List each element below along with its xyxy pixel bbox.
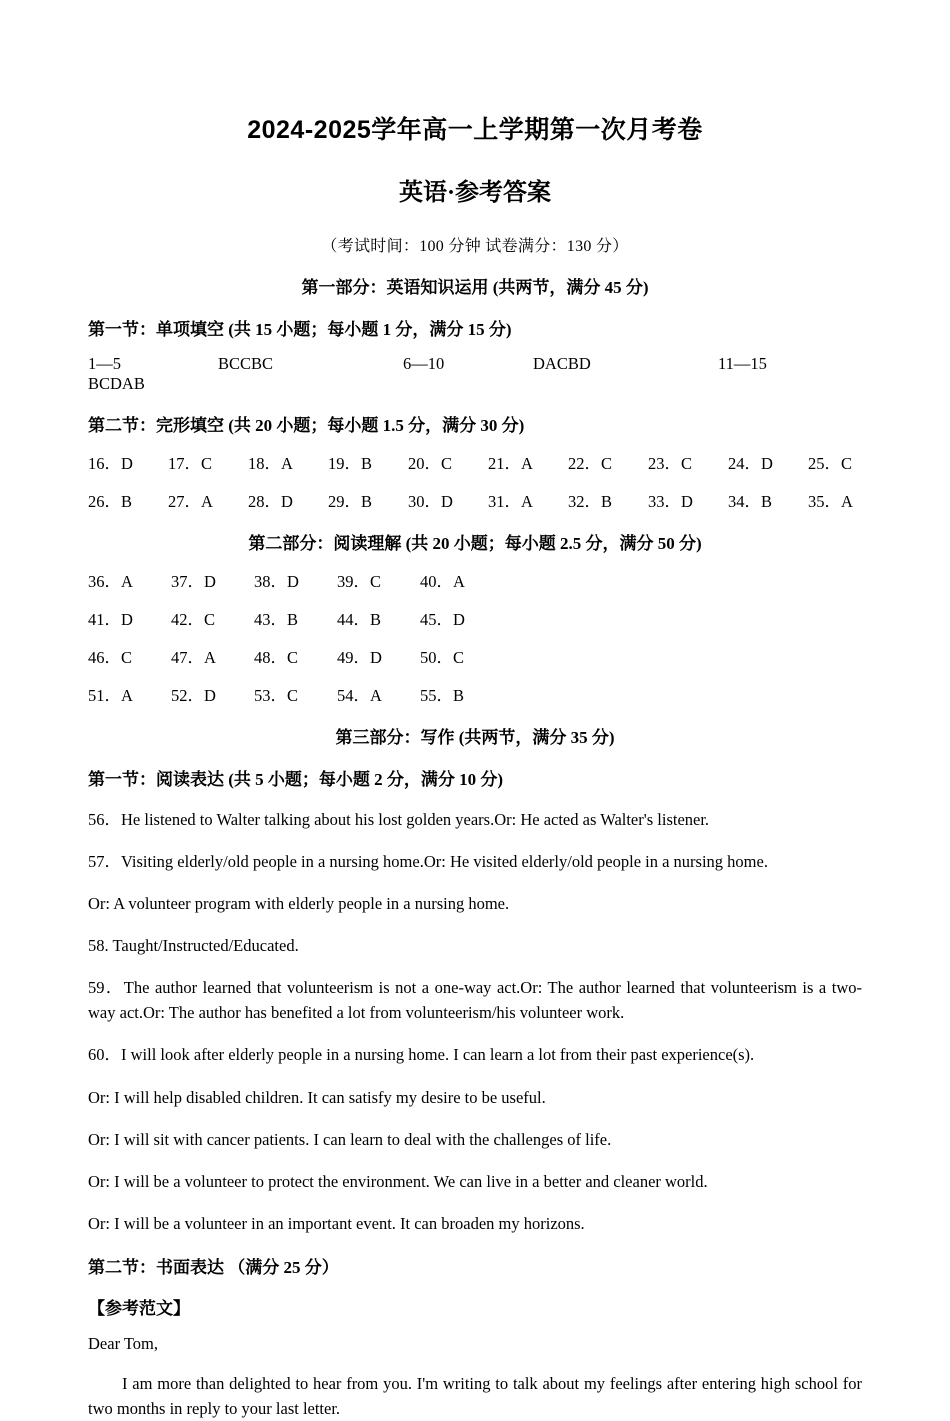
answer-item: 20．C: [408, 454, 453, 473]
written-answer: Or: I will help disabled children. It can satisfy my desire to be useful.: [88, 1087, 546, 1107]
answer-item: 41．D: [88, 610, 133, 629]
reading-answer-row: [88, 568, 862, 592]
answer-item: 28．D: [248, 492, 293, 511]
answer-item: 39．C: [337, 572, 382, 591]
answer-item: 52．D: [171, 686, 216, 705]
answer-item: 31．A: [488, 492, 533, 511]
exam-meta: （考试时间：100 分钟 试卷满分：130 分）: [321, 238, 629, 255]
sample-essay-label: 【参考范文】: [88, 1298, 190, 1318]
written-answer: 56．He listened to Walter talking about his lost golden years.Or: He acted as Walter's listener.: [88, 810, 710, 829]
answer-item: 49．D: [337, 648, 382, 667]
answer-item: 21．A: [488, 454, 533, 473]
single-choice-answers: [88, 354, 862, 394]
answer-item: 42．C: [171, 610, 216, 629]
answer-item: 53．C: [254, 686, 299, 705]
written-answer: 59．The author learned that volunteerism is not a one-way act.Or: The author learned that volunteerism is a two-way act.Or: The author has benefited a lot from volunteerism/his volunteer work.: [88, 978, 862, 1023]
answer-item: 33．D: [648, 492, 693, 511]
answer-item: 37．D: [171, 572, 216, 591]
answer-item: 24．D: [728, 454, 773, 473]
written-answer: 60．I will look after elderly people in a nursing home. I can learn a lot from their past experience(s).: [88, 1045, 755, 1065]
page-title: 2024-2025学年高一上学期第一次月考卷: [247, 116, 703, 144]
reading-answer-row: [88, 644, 862, 668]
part3-section1-heading: 第一节：阅读表达 (共 5 小题；每小题 2 分，满分 10 分): [88, 770, 504, 789]
answer-item: 44．B: [337, 610, 382, 629]
answer-range-2-label: 6—10: [403, 354, 445, 373]
reading-answer-row: [88, 606, 862, 630]
answer-item: 47．A: [171, 648, 216, 667]
answer-item: 16．D: [88, 454, 133, 473]
answer-item: 54．A: [337, 686, 382, 705]
cloze-answer-row: [88, 488, 862, 512]
cloze-answer-row: [88, 450, 862, 474]
part1-section2-heading: 第二节：完形填空 (共 20 小题；每小题 1.5 分，满分 30 分): [88, 416, 525, 435]
answer-item: 23．C: [648, 454, 693, 473]
part3-section2-heading: 第二节：书面表达 （满分 25 分）: [88, 1257, 339, 1277]
reading-answer-row: [88, 682, 862, 706]
answer-item: 51．A: [88, 686, 133, 705]
answer-item: 35．A: [808, 492, 853, 511]
answer-range-3-label: 11—15: [718, 354, 767, 373]
written-answer: 58. Taught/Instructed/Educated.: [88, 936, 299, 956]
answer-item: 48．C: [254, 648, 299, 667]
answer-range-1-value: BCCBC: [218, 354, 274, 373]
answer-item: 32．B: [568, 492, 613, 511]
written-answer: Or: I will be a volunteer in an important event. It can broaden my horizons.: [88, 1213, 585, 1233]
answer-item: 43．B: [254, 610, 299, 629]
answer-item: 27．A: [168, 492, 213, 511]
answer-item: 29．B: [328, 492, 373, 511]
part2-heading: 第二部分：阅读理解 (共 20 小题；每小题 2.5 分，满分 50 分): [248, 534, 702, 553]
written-answer: Or: I will be a volunteer to protect the environment. We can live in a better and cleaner world.: [88, 1171, 708, 1191]
page-subtitle: 英语·参考答案: [398, 180, 551, 206]
answer-item: 38．D: [254, 572, 299, 591]
answer-item: 34．B: [728, 492, 773, 511]
letter-salutation: Dear Tom,: [88, 1333, 159, 1353]
answer-item: 45．D: [420, 610, 465, 629]
answer-range-1-label: 1—5: [88, 354, 121, 373]
written-answer: Or: I will sit with cancer patients. I can learn to deal with the challenges of life.: [88, 1129, 612, 1149]
answer-item: 55．B: [420, 686, 465, 705]
answer-item: 30．D: [408, 492, 453, 511]
part1-section1-heading: 第一节：单项填空 (共 15 小题；每小题 1 分，满分 15 分): [88, 320, 512, 339]
part3-heading: 第三部分：写作 (共两节，满分 35 分): [335, 728, 615, 747]
written-answer: Or: A volunteer program with elderly people in a nursing home.: [88, 894, 510, 914]
answer-item: 17．C: [168, 454, 213, 473]
answer-item: 26．B: [88, 492, 133, 511]
answer-item: 40．A: [420, 572, 465, 591]
answer-range-3-value: BCDAB: [88, 374, 145, 393]
answer-item: 36．A: [88, 572, 133, 591]
answer-item: 19．B: [328, 454, 373, 473]
letter-body: I am more than delighted to hear from you. I'm writing to talk about my feelings after entering high school for two months in reply to your last letter.: [88, 1373, 862, 1418]
written-answer: 57．Visiting elderly/old people in a nursing home.Or: He visited elderly/old people in a nursing home.: [88, 852, 768, 872]
answer-item: 18．A: [248, 454, 293, 473]
answer-item: 46．C: [88, 648, 133, 667]
part1-heading: 第一部分：英语知识运用 (共两节，满分 45 分): [301, 278, 649, 297]
answer-item: 25．C: [808, 454, 853, 473]
answer-item: 50．C: [420, 648, 465, 667]
answer-item: 22．C: [568, 454, 613, 473]
answer-range-2-value: DACBD: [533, 354, 591, 373]
